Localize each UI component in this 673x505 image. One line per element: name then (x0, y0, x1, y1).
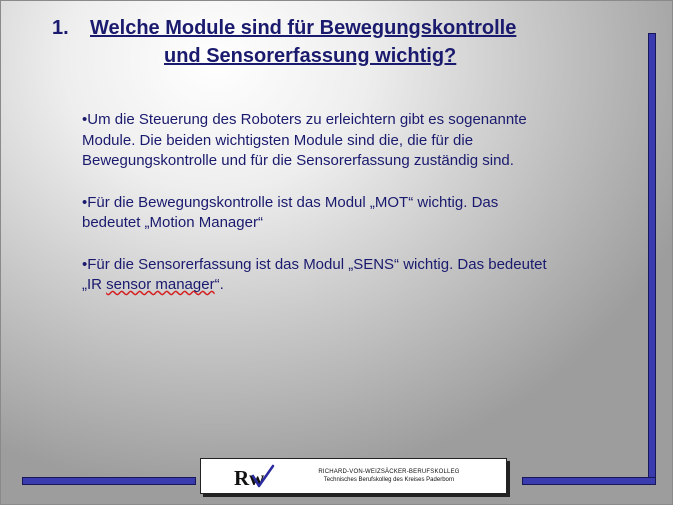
slide-body (82, 110, 552, 317)
paragraph-sens (82, 255, 552, 296)
bottom-right-border-bar (522, 477, 656, 485)
school-logo-icon (233, 464, 275, 488)
bottom-left-border-bar (22, 477, 196, 485)
paragraph-intro: •Um die Steuerung des Roboters zu erleichtern gibt es sogenannte Module. Die beiden wichtigsten Module sind die, die für die Bewegungskontrolle und für die Sensorerfassung zuständig sind. (82, 111, 527, 169)
logo-letters: Rw (234, 466, 265, 488)
school-subtitle: Technisches Berufskolleg des Kreises Paderborn (323, 477, 455, 483)
paragraph-sens-suffix: “. (214, 276, 224, 293)
title-line-1: Welche Module sind für Bewegungskontrolle (90, 17, 517, 39)
school-logo-box (200, 458, 507, 494)
title-number: 1. (52, 17, 69, 39)
title-line-2: und Sensorerfassung wichtig? (164, 45, 457, 67)
spellcheck-marked-text[interactable]: sensor manager (106, 276, 215, 293)
paragraph-mot: •Für die Bewegungskontrolle ist das Modul „MOT“ wichtig. Das bedeutet „Motion Manager“ (82, 193, 499, 231)
paragraph-sens-prefix: •Für die Sensorerfassung ist das Modul „SENS“ wichtig. Das bedeutet „IR (82, 255, 547, 293)
right-border-bar (648, 33, 656, 482)
school-name-block (279, 468, 499, 484)
school-name: RICHARD-VON-WEIZSÄCKER-BERUFSKOLLEG (318, 469, 460, 475)
